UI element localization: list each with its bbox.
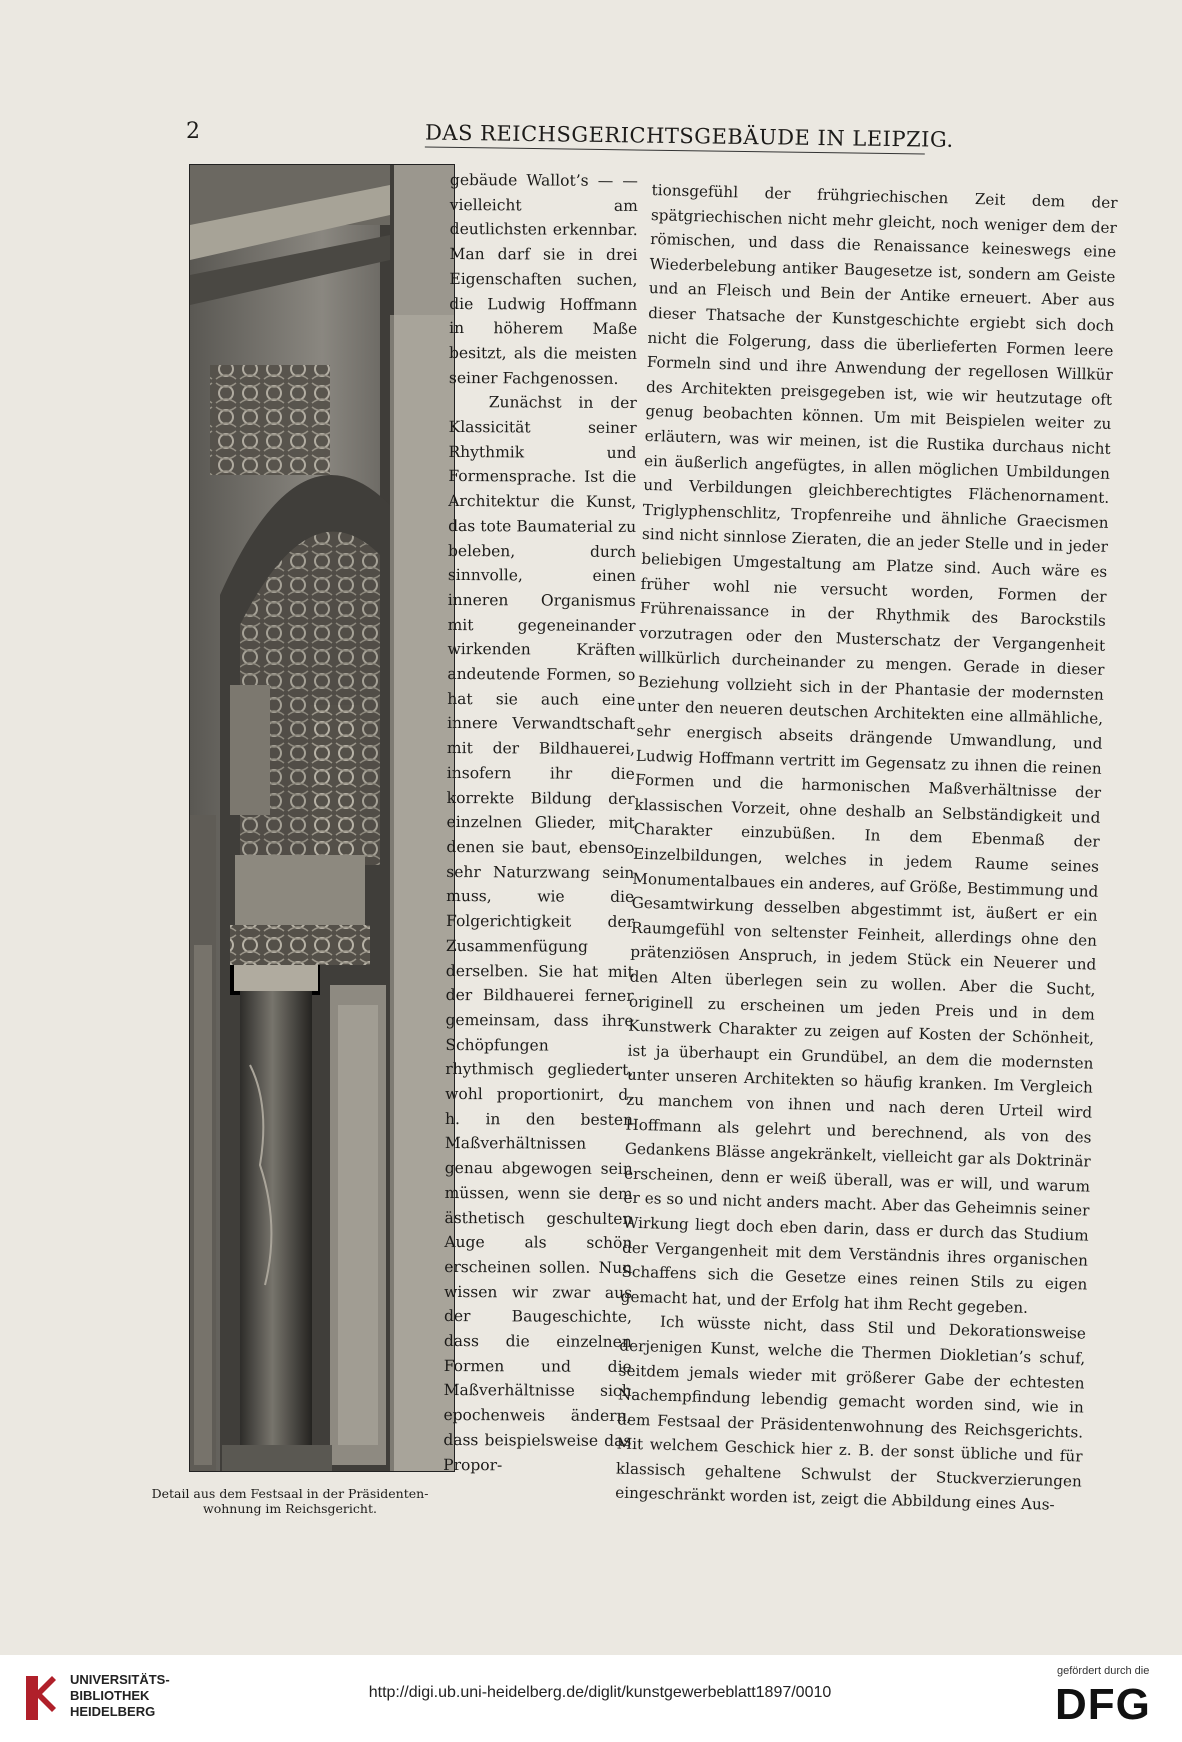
paragraph: tionsgefühl der frühgriechischen Zeit dem der spätgriechischen nicht mehr gleicht, noch weniger dem der römischen, und dass die Renaissance keineswegs eine Wiederbelebung antiker Baugesetze ist, sondern am Geiste und an Fleisch und Bein der Antike erneuert. Aber aus dieser Thatsache der Kunstgeschichte ergiebt sich doch nicht die Folgerung, dass die überlieferten Formen leere Formeln sind und ihre Anwendung der regellosen Willkür des Architekten preisgegeben ist, wie wir heutzutage oft genug beobachten können. Um mit Beispielen weiter zu erläutern, was wir meinen, ist die Rustika durchaus nicht ein äußerlich angefügtes, in allen möglichen Umbildungen und Verbildungen gleichberechtigtes Flächenornament. Triglyphenschlitz, Tropfenreihe und ähnliche Graecismen sind nicht sinnlose Zieraten, die an jeder Stelle und in jeder beliebigen Umgestaltung am Platze sind. Auch wäre es früher wohl nie versucht worden, Formen der Frührenaissance in der Rhythmik des Barockstils vorzutragen oder den Musterschatz der Vergangenheit willkürlich durcheinander zu mengen. Gerade in dieser Beziehung vollzieht sich in der Phantasie der modernsten unter den neueren deutschen Architekten eine allmähliche, sehr energisch abseits drängende Umwandlung, und Ludwig Hoffmann vertritt im Gegensatz zu ihnen die reinen Formen und die harmonischen Maßverhältnisse der klassischen Vorzeit, ohne deshalb an Selbständigkeit und Charakter einzubüßen. In dem Ebenmaß der Einzelbildungen, welches in jedem Raume seines Monumentalbaues ein anderes, auf Größe, Bestimmung und Gesamtwirkung desselben abgestimmt ist, äußert er ein Raumgefühl von seltenster Feinheit, allerdings ohne den prätenziösen Anspruch, in jedem Stück ein Neuerer und den Alten überlegen sein zu wollen. Aber die Sucht, originell zu erscheinen um jeden Preis und in dem Kunstwerk Charakter zu zeigen auf Kosten der Schönheit, ist ja überhaupt ein Grundübel, an dem die modernsten unter unseren Architekten so häufig kranken. Im Vergleich zu manchem von ihnen und nach deren Urteil wird Hoffmann als gelehrt und berechnend, als von des Gedankens Blässe angekränkelt, vielleicht gar als Doktrinär erscheinen, denn er weiß überall, was er will, und warum er es so und nicht anders macht. Aber das Geheimnis seiner Wirkung liegt doch eben darin, dass er durch das Studium der Vergangenheit mit dem Verständnis ihres organischen Schaffens sich die Gesetze eines reinen Stils zu eigen gemacht hat, und der Erfolg hat ihm Recht gegeben. xyxy=(620,180,1118,1317)
text-column-left xyxy=(443,168,638,1478)
text-column-right xyxy=(615,178,1118,1519)
funded-by-label: gefördert durch die xyxy=(1057,1665,1150,1677)
digitization-footer xyxy=(0,1655,1182,1742)
running-head: DAS REICHSGERICHTSGEBÄUDE IN LEIPZIG. xyxy=(425,121,925,155)
paragraph: Zunächst in der Klassicität seiner Rhythmik und Formensprache. Ist die Architektur die Kunst, das tote Baumaterial zu beleben, durch sinnvolle, einen inneren Organismus mit gegeneinander wirkenden Kräften andeutende Formen, so hat sie auch eine innere Verwandtschaft mit der Bildhauerei, insofern ihr die korrekte Bildung der einzelnen Glieder, mit denen sie baut, ebenso sehr Naturzwang sein muss, wie die Folgerichtigkeit der Zusammenfügung derselben. Sie hat mit der Bildhauerei ferner gemeinsam, dass ihre Schöpfungen rhythmisch gegliedert, wohl proportionirt, d. h. in den besten Maßverhältnissen genau abgewogen sein müssen, wenn sie dem ästhetisch geschulten Auge als schön erscheinen sollen. Nun wissen wir zwar aus der Baugeschichte, dass die einzelnen Formen und die Maßverhältnisse sich epochenweis ändern, dass beispielsweise das Propor- xyxy=(443,393,637,1474)
university-library-logo-icon xyxy=(22,1672,60,1724)
figure-caption: Detail aus dem Festsaal in der Präsidenten-wohnung im Reichsgericht. xyxy=(151,1486,429,1516)
page-number: 2 xyxy=(186,119,200,144)
ornament-photograph xyxy=(189,164,455,1472)
paragraph: Ich wüsste nicht, dass Stil und Dekorationsweise derjenigen Kunst, welche die Thermen Diokletian’s schuf, seitdem jemals wieder mit größerer Gabe der echtesten Nachempfindung lebendig gemacht worden sind, wie in dem Festsaal der Präsidentenwohnung des Reichsgerichts. Mit welchem Geschick hier z. B. der sonst übliche und für klassisch gehaltene Schwulst der Stuckverzierungen eingeschränkt worden ist, zeigt die Abbildung eines Aus- xyxy=(615,1312,1087,1515)
paragraph: gebäude Wallot’s — — vielleicht am deutlichsten erkennbar. Man darf sie in drei Eigenschaften suchen, die Ludwig Hoffmann in höherem Maße besitzt, als die meisten seiner Fachgenossen. xyxy=(448,170,638,388)
permalink-url[interactable]: http://digi.ub.uni-heidelberg.de/diglit/kunstgewerbeblatt1897/0010 xyxy=(368,1684,832,1701)
institution-name: UNIVERSITÄTS- BIBLIOTHEK HEIDELBERG xyxy=(70,1672,170,1719)
photograph-illustration xyxy=(190,165,454,1471)
dfg-logo: DFG xyxy=(1055,1680,1151,1729)
